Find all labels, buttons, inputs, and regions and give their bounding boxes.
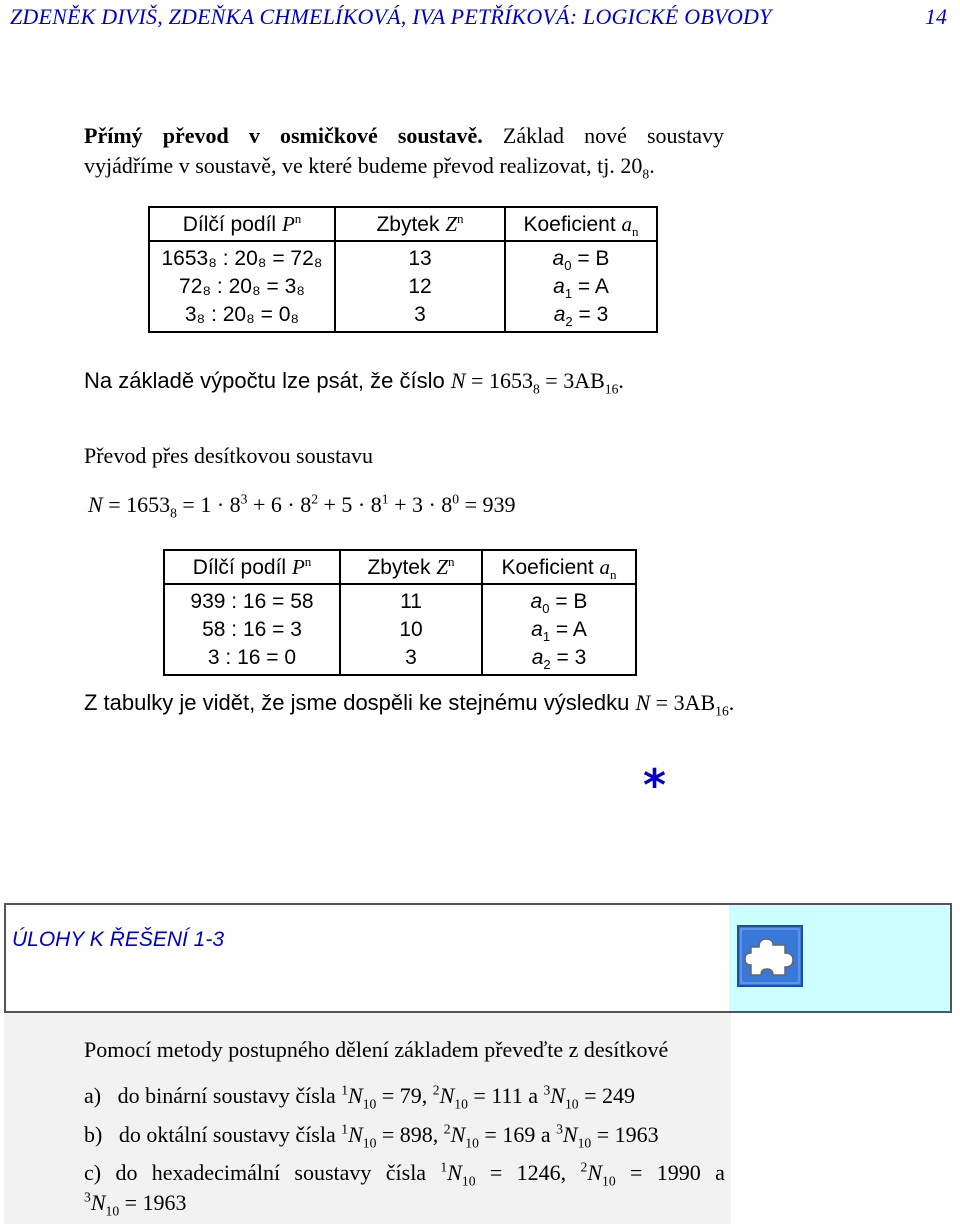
subscript: 16	[715, 703, 729, 719]
body-cell	[149, 241, 335, 332]
superscript: 3	[543, 1082, 551, 1098]
table-cell: 3	[414, 303, 426, 326]
item-text: do binární soustavy čísla	[117, 1083, 342, 1108]
exponent: 1	[381, 491, 389, 507]
subscript: 8	[532, 381, 540, 397]
subscript: 10	[362, 1135, 377, 1151]
punctuation: .	[728, 690, 735, 715]
value: = 3AB	[539, 368, 605, 393]
value: 1963	[142, 1190, 187, 1215]
superscript: 1	[341, 1121, 349, 1137]
punctuation: .	[618, 368, 624, 393]
body-cell	[505, 241, 657, 332]
value: 1246,	[516, 1160, 567, 1185]
superscript: 2	[580, 1159, 588, 1175]
superscript: n	[304, 554, 312, 569]
conclusion-octal	[84, 368, 624, 397]
word: soustavy	[294, 1160, 372, 1185]
superscript: 1	[440, 1159, 448, 1175]
conclusion-text: Na základě výpočtu lze psát, že číslo	[84, 368, 451, 393]
table-cell: 10	[399, 618, 423, 641]
subscript: 10	[465, 1135, 479, 1151]
value: 79	[399, 1083, 422, 1108]
variable: N	[550, 1083, 565, 1108]
header-title: ZDENĚK DIVIŠ, ZDEŇKA CHMELÍKOVÁ, IVA PETŘÍKOVÁ: LOGICKÉ OBVODY	[10, 4, 772, 29]
body-cell	[482, 584, 636, 675]
header-label: Zbytek	[367, 556, 431, 579]
variable: a	[553, 275, 565, 298]
variable: a	[530, 590, 543, 613]
subscript: 10	[105, 1203, 120, 1219]
header-label: Koeficient	[523, 213, 616, 236]
bold-word: osmičkové	[279, 123, 378, 148]
table-cell: 3₈ : 20₈ = 0₈	[184, 303, 300, 326]
superscript: 2	[432, 1082, 440, 1098]
table-cell	[483, 644, 635, 672]
body-cell	[335, 241, 505, 332]
operator: =	[629, 1160, 643, 1185]
variable: N	[88, 492, 103, 517]
operator: =	[578, 1083, 603, 1108]
term: + 3 · 8	[388, 492, 453, 517]
term: = 939	[459, 492, 516, 517]
table-cell: 3	[405, 646, 417, 669]
body-cell	[340, 584, 482, 675]
table-cell	[506, 273, 656, 301]
table-cell: 72₈ : 20₈ = 3₈	[179, 275, 305, 298]
table-cell: 939 : 16 = 58	[190, 590, 314, 613]
header-label: Zbytek	[376, 213, 440, 236]
superscript: 1	[341, 1082, 349, 1098]
word: soustavy	[647, 123, 724, 148]
variable: N	[348, 1122, 363, 1147]
puzzle-icon	[737, 925, 803, 987]
exercise-item-a	[84, 1082, 636, 1112]
variable: N	[562, 1122, 578, 1147]
value: 169	[502, 1122, 536, 1147]
table-cell: 58 : 16 = 3	[202, 618, 302, 641]
operator: =	[489, 1160, 503, 1185]
header-label: Dílčí podíl	[192, 556, 287, 579]
variable: N	[348, 1083, 363, 1108]
subscript: 10	[454, 1096, 468, 1112]
header-label: Dílčí podíl	[182, 213, 277, 236]
variable: Z	[436, 555, 449, 579]
punctuation: ,	[432, 1122, 444, 1147]
punctuation: ,	[421, 1083, 433, 1108]
conversion-table-octal	[148, 206, 658, 333]
table-cell: 12	[408, 275, 432, 298]
conjunction: a	[522, 1083, 544, 1108]
variable: N	[635, 690, 651, 715]
value: 898	[399, 1122, 433, 1147]
subscript: 1	[564, 286, 573, 302]
variable: a	[599, 555, 611, 579]
term: = 1 · 8	[176, 492, 241, 517]
subscript: 0	[564, 258, 572, 274]
variable: a	[552, 247, 565, 270]
subscript: n	[632, 224, 639, 240]
table-cell	[506, 301, 656, 329]
word: hexadecimální	[151, 1160, 281, 1185]
punctuation: .	[649, 153, 655, 178]
exponent: 2	[311, 491, 319, 507]
exponent: 3	[240, 491, 248, 507]
header-cell	[505, 207, 657, 241]
exercise-intro: Pomocí metody postupného dělení základem převeďte z desítkové	[84, 1037, 669, 1062]
table-cell: 3 : 16 = 0	[207, 646, 297, 669]
variable: Z	[445, 212, 458, 236]
variable: N	[447, 1160, 462, 1185]
task-title: ÚLOHY K ŘEŠENÍ 1-3	[12, 928, 225, 951]
variable: N	[450, 1122, 466, 1147]
paragraph-octal-intro	[84, 121, 724, 181]
item-label: c)	[84, 1160, 102, 1185]
variable: a	[531, 618, 543, 641]
exercise-item-b	[84, 1121, 659, 1151]
decimal-formula	[88, 491, 516, 521]
item-label: b)	[84, 1122, 103, 1147]
subscript: 16	[604, 381, 619, 397]
subscript: 10	[602, 1173, 616, 1189]
subscript: 2	[543, 657, 551, 673]
superscript: n	[448, 554, 455, 569]
subscript: 0	[542, 601, 550, 617]
conclusion-decimal	[84, 690, 735, 719]
subscript: 10	[461, 1173, 476, 1189]
word: do	[115, 1160, 138, 1185]
superscript: 3	[84, 1189, 91, 1205]
variable: N	[90, 1190, 106, 1215]
section-separator-star: *	[643, 760, 667, 811]
variable: N	[439, 1083, 455, 1108]
para1-line2: vyjádříme v soustavě, ve které budeme převod realizovat, tj. 20	[84, 153, 643, 178]
table-cell: 11	[400, 590, 422, 613]
variable: N	[450, 368, 466, 393]
conclusion-text: Z tabulky je vidět, že jsme dospěli ke stejnému výsledku	[84, 690, 636, 715]
term	[440, 1159, 476, 1189]
value: = 3AB	[650, 690, 716, 715]
subscript: 8	[642, 166, 650, 182]
item-text: do oktální soustavy čísla	[118, 1122, 342, 1147]
superscript: 3	[556, 1121, 563, 1137]
operator: =	[467, 1083, 492, 1108]
word: Základ	[502, 123, 565, 148]
superscript: 2	[443, 1121, 451, 1137]
bold-word: Přímý	[84, 123, 143, 148]
table-cell: 1653₈ : 20₈ = 72₈	[161, 247, 323, 270]
value: 1990	[656, 1160, 701, 1185]
subscript: 8	[170, 505, 177, 521]
variable: N	[587, 1160, 602, 1185]
table-header-row	[149, 207, 657, 241]
word: čísla	[385, 1160, 427, 1185]
exercise-item-c	[84, 1159, 725, 1219]
table-cell	[506, 245, 656, 273]
superscript: n	[294, 211, 302, 226]
value: = B	[571, 247, 610, 270]
variable: a	[553, 303, 566, 326]
operator: =	[591, 1122, 615, 1147]
exponent: 0	[452, 491, 460, 507]
variable: a	[621, 212, 633, 236]
header-cell	[149, 207, 335, 241]
table-cell	[483, 588, 635, 616]
value: 111	[491, 1083, 523, 1108]
variable: P	[281, 212, 295, 236]
item-label: a)	[84, 1083, 102, 1108]
term	[580, 1159, 616, 1189]
table-body-row	[164, 584, 636, 675]
operator: =	[119, 1190, 143, 1215]
section-heading: Převod přes desítkovou soustavu	[84, 443, 374, 468]
header-cell	[340, 550, 482, 584]
term: + 5 · 8	[318, 492, 382, 517]
subscript: 2	[565, 314, 573, 330]
subscript: 10	[564, 1096, 579, 1112]
value: 1963	[614, 1122, 659, 1147]
operator: =	[376, 1083, 400, 1108]
value: = A	[572, 275, 609, 298]
conjunction: a	[535, 1122, 557, 1147]
operator: =	[478, 1122, 503, 1147]
value: = B	[549, 590, 588, 613]
term: + 6 · 8	[247, 492, 312, 517]
bold-word: v	[248, 123, 260, 148]
header-cell	[164, 550, 340, 584]
header-label: Koeficient	[501, 556, 594, 579]
table-header-row	[164, 550, 636, 584]
variable: P	[291, 555, 305, 579]
value: = A	[550, 618, 587, 641]
value: = 3	[572, 303, 609, 326]
variable: a	[531, 646, 544, 669]
conversion-table-decimal	[163, 549, 637, 676]
word: nové	[584, 123, 627, 148]
table-cell: 13	[408, 247, 432, 270]
table-body-row	[149, 241, 657, 332]
subscript: 1	[542, 629, 551, 645]
conjunction: a	[715, 1160, 725, 1185]
bold-word: převod	[162, 123, 229, 148]
table-cell	[483, 616, 635, 644]
header-cell	[482, 550, 636, 584]
bold-word: soustavě.	[397, 123, 483, 148]
body-cell	[164, 584, 340, 675]
operator: =	[376, 1122, 400, 1147]
value: = 1653	[465, 368, 533, 393]
header-cell	[335, 207, 505, 241]
value: 249	[602, 1083, 636, 1108]
subscript: 10	[577, 1135, 592, 1151]
page-number: 14	[925, 4, 947, 29]
superscript: n	[457, 211, 464, 226]
value: = 1653	[102, 492, 171, 517]
value: = 3	[550, 646, 587, 669]
subscript: 10	[362, 1096, 377, 1112]
subscript: n	[610, 567, 617, 583]
